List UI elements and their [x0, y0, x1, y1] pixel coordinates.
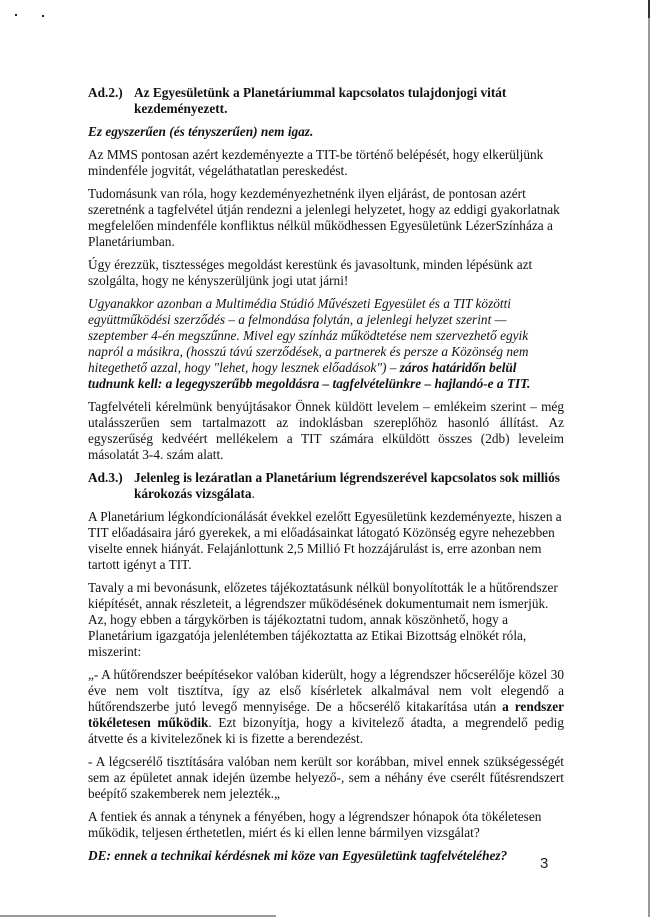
scan-artifact-dot — [42, 15, 44, 17]
italic-text: Ugyanakkor azonban a Multimédia Stúdió Művészeti Egyesület és a TIT közötti együttműködési szerződés – a felmondása folytán, a jelenlegi helyzet szerint — szeptember 4-én megszűnne. Mivel egy színház működtetése nem szervezhető egyik napról a másikra, (hosszú távú szerződések, a partnerek és persze a Közönség nem hitegethető azzal, hogy "lehet, hogy lesznek előadások") – — [88, 296, 529, 375]
section-3-conclusion: A fentiek és annak a ténynek a fényében, hogy a légrendszer hónapok óta tökéletesen működik, teljesen érthetetlen, miért és ki ellen lenne bármilyen vizsgálat? — [88, 809, 542, 840]
section-3-title-wrap — [134, 470, 564, 502]
bold-italic-emphasis: záros határidőn belül tudnunk kell: a legegyszerűbb megoldásra – tagfelvételünkre – hajlandó-e a TIT. — [88, 360, 531, 391]
section-2-paragraph: Tudomásunk van róla, hogy kezdeményezhetnénk ilyen eljárást, de pontosan azért szeretnénk a tagfelvétel útján rendezni a jelenlegi helyzetet, hogy az eddigi gyakorlatnak megfelelően mindenféle konfliktus nélkül működhessen Egyesületünk LézerSzínháza a Planetáriumban. — [88, 186, 560, 249]
section-3-title-period: . — [251, 486, 255, 501]
quote-paragraph-1 — [88, 667, 564, 747]
section-2-claim-response: Ez egyszerűen (és tényszerűen) nem igaz. — [88, 124, 314, 139]
quote-paragraph-2: - A légcserélő tisztítására valóban nem került sor korábban, mivel ennek szükségességét sem az épületet annak idején üzembe helyező-, sem a néhány éve cserélt fűtésrendszert beépítő szakemberek nem jelezték.„ — [88, 754, 564, 801]
section-3-title: Jelenleg is lezáratlan a Planetárium légrendszerével kapcsolatos sok milliós károkozás vizsgálata — [134, 470, 560, 501]
final-question: DE: ennek a technikai kérdésnek mi köze van Egyesületünk tagfelvételéhez? — [88, 848, 508, 863]
document-body — [88, 85, 564, 871]
page-number: 3 — [540, 855, 549, 872]
section-2-heading — [88, 85, 564, 117]
section-2-paragraph: Az MMS pontosan azért kezdeményezte a TIT-be történő belépését, hogy elkerüljünk mindenféle jogvitát, végeláthatatlan pereskedést. — [88, 147, 544, 178]
scan-artifact-dot — [15, 14, 17, 16]
quote-text: . Ezt bizonyítja, hogy a kivitelező átadta, a megrendelő pedig átvette és a kivitelezőnek ki is fizette a berendezést. — [88, 715, 564, 746]
section-3-paragraph: A Planetárium légkondícionálását évekkel ezelőtt Egyesületünk kezdeményezte, hiszen a TIT előadásaira járó gyerekek, a mi előadásainkat látogató Közönség egyre nehezebben viselte ennek hiányát. Felajánlottunk 2,5 Millió Ft hozzájárulást is, erre azonban nem tartott igényt a TIT. — [88, 509, 562, 572]
section-3-number: Ad.3.) — [88, 470, 123, 485]
section-2-title: Az Egyesületünk a Planetáriummal kapcsolatos tulajdonjogi vitát kezdeményezett. — [134, 85, 507, 116]
section-2-closing-paragraph: Tagfelvételi kérelmünk benyújtásakor Önnek küldött levelem – emlékeim szerint – még utalásszerűen sem tartalmazott az indoklásban szereplőhöz hasonló állítást. Az egyszerűség kedvéért mellékelem a TIT számára elküldött összes (2db) leveleim másolatát 3-4. szám alatt. — [88, 399, 564, 462]
quote-bold-emphasis: a rendszer tökéletesen működik — [88, 699, 564, 730]
section-2-italic-paragraph — [88, 296, 564, 392]
section-3-paragraph: Tavaly a mi bevonásunk, előzetes tájékoztatásunk nélkül bonyolították le a hűtőrendszer kiépítését, annak részleteit, a légrendszer működésének dokumentumait nem ismerjük. Az, hogy ebben a tárgykörben is tájékoztatni tudom, annak köszönhető, hogy a Planetárium igazgatója jelenlétemben tájékoztatta az Etikai Bizottság elnökét róla, miszerint: — [88, 580, 558, 659]
quote-text: „- A hűtőrendszer beépítésekor valóban kiderült, hogy a légrendszer hőcserélője közel 30 éve nem volt tisztítva, így az első kísérletek alkalmával nem volt elegendő a hűtőrendszerbe jutó levegő mennyisége. De a hőcserélő kitakarítása után — [88, 667, 564, 714]
section-2-number: Ad.2.) — [88, 85, 123, 100]
section-3-heading — [88, 470, 564, 502]
section-2-paragraph: Úgy érezzük, tisztességes megoldást kerestünk és javasoltunk, minden lépésünk azt szolgálta, hogy ne kényszerüljünk jogi utat járni! — [88, 257, 533, 288]
